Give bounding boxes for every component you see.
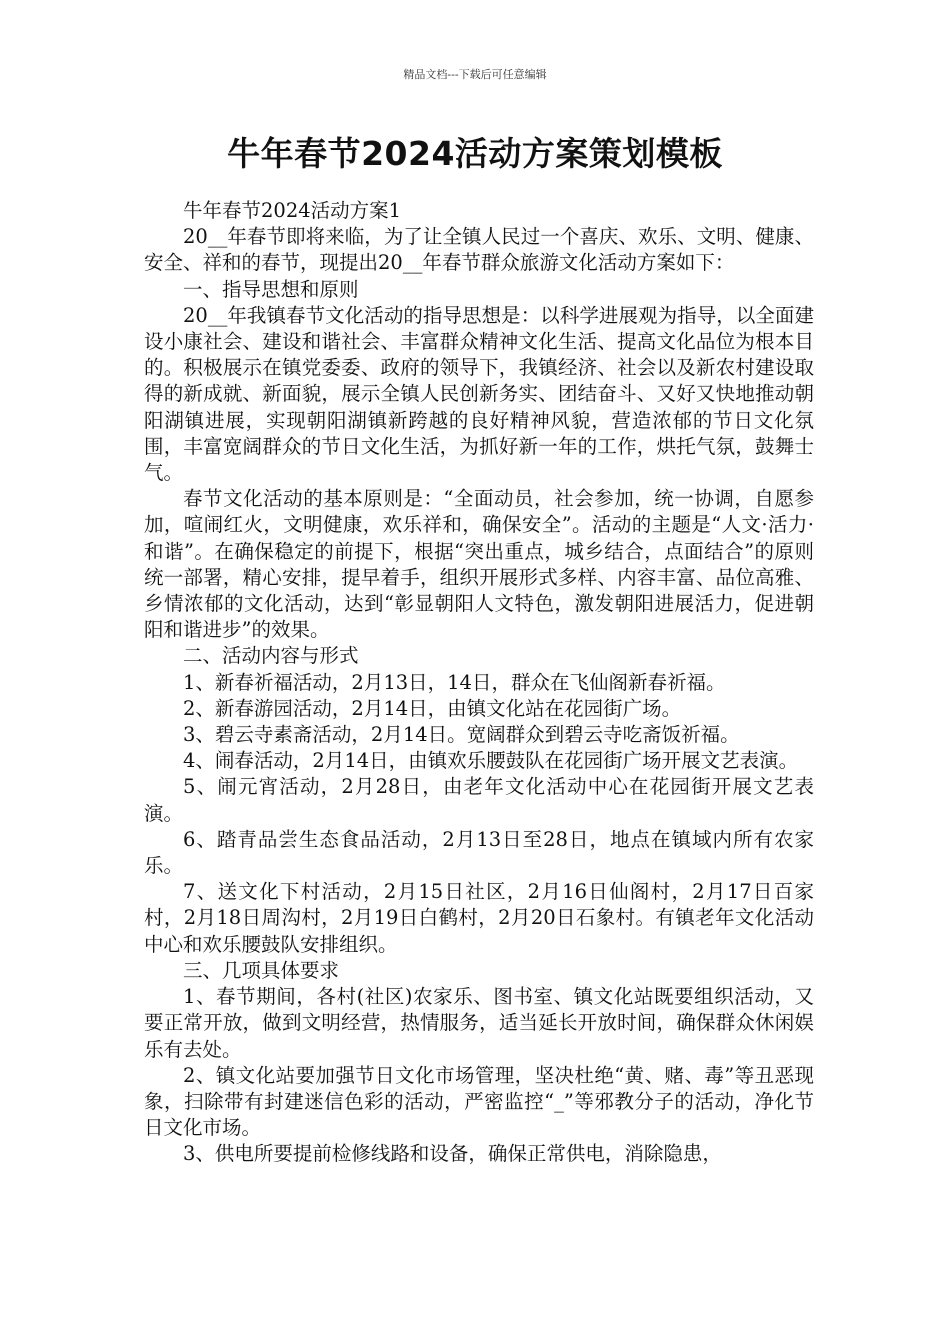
list-item: 2、镇文化站要加强节日文化市场管理，坚决杜绝“黄、赌、毒”等丑恶现象，扫除带有封建迷信色彩的活动，严密监控“_”等邪教分子的活动，净化节日文化市场。 [144,1063,814,1140]
list-item: 6、踏青品尝生态食品活动，2月13日至28日，地点在镇域内所有农家乐。 [144,827,814,878]
list-item: 2、新春游园活动，2月14日，由镇文化站在花园街广场。 [183,696,682,720]
document-body [144,198,814,1168]
paragraph: 牛年春节2024活动方案1 [183,199,402,222]
section-heading: 三、几项具体要求 [183,958,340,982]
section-heading: 一、指导思想和原则 [183,277,359,301]
header-note: 精品文档---下载后可任意编辑 [403,68,547,81]
list-item: 1、新春祈福活动，2月13日，14日，群众在飞仙阁新春祈福。 [183,670,726,694]
list-item: 4、闹春活动，2月14日，由镇欢乐腰鼓队在花园街广场开展文艺表演。 [183,749,799,773]
list-item: 5、闹元宵活动，2月28日，由老年文化活动中心在花园街开展文艺表演。 [144,775,814,825]
section-heading: 二、活动内容与形式 [183,644,359,668]
list-item: 3、碧云寺素斋活动，2月14日。宽阔群众到碧云寺吃斋饭祈福。 [183,723,740,747]
page-title: 牛年春节2024活动方案策划模板 [227,134,723,173]
paragraph: 20__年春节即将来临，为了让全镇人民过一个喜庆、欢乐、文明、健康、安全、祥和的春节，现提出20__年春节群众旅游文化活动方案如下： [144,225,814,275]
list-item: 3、供电所要提前检修线路和设备，确保正常供电，消除隐患， [183,1142,722,1166]
list-item: 7、送文化下村活动，2月15日社区，2月16日仙阁村，2月17日百家村，2月18日周沟村，2月19日白鹤村，2月20日石象村。有镇老年文化活动中心和欢乐腰鼓队安排组织。 [144,880,814,956]
paragraph: 20__年我镇春节文化活动的指导思想是：以科学进展观为指导，以全面建设小康社会、建设和谐社会、丰富群众精神文化生活、提高文化品位为根本目的。积极展示在镇党委委、政府的领导下，我镇经济、社会以及新农村建设取得的新成就、新面貌，展示全镇人民创新务实、团结奋斗、又好又快地推动朝阳湖镇进展，实现朝阳湖镇新跨越的良好精神风貌，营造浓郁的节日文化氛围，丰富宽阔群众的节日文化生活，为抓好新一年的工作，烘托气氛，鼓舞士气。 [144,303,814,485]
list-item: 1、春节期间，各村(社区)农家乐、图书室、镇文化站既要组织活动，又要正常开放，做到文明经营，热情服务，适当延长开放时间，确保群众休闲娱乐有去处。 [144,985,814,1061]
paragraph: 春节文化活动的基本原则是：“全面动员，社会参加，统一协调，自愿参加，喧闹红火，文明健康，欢乐祥和，确保安全”。活动的主题是“人文·活力·和谐”。在确保稳定的前提下，根据“突出重点，城乡结合，点面结合”的原则统一部署，精心安排，提早着手，组织开展形式多样、内容丰富、品位高雅、乡情浓郁的文化活动，达到“彰显朝阳人文特色，激发朝阳进展活力，促进朝阳和谐进步”的效果。 [144,487,814,642]
